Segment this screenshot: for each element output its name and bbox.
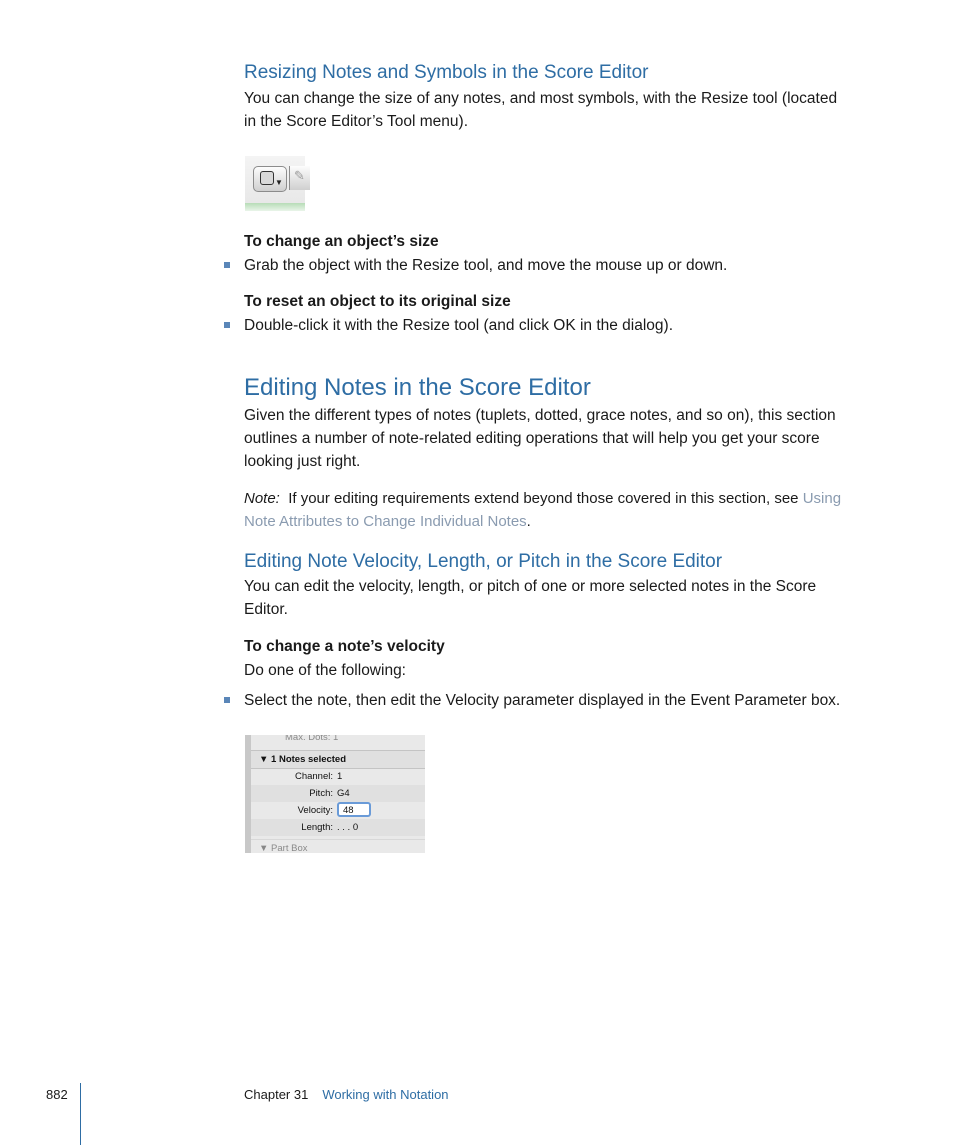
editing-notes-intro-line1: Given the different types of notes (tuplets, dotted, grace notes, and so on), this section (244, 407, 836, 424)
note-link-part1[interactable]: Using (802, 490, 842, 507)
velocity-intro (244, 575, 884, 621)
section-heading-velocity: Editing Note Velocity, Length, or Pitch in the Score Editor (244, 551, 723, 572)
ep-label-velocity: Velocity: (297, 805, 333, 816)
task-change-size: To change an object’s size (244, 233, 439, 250)
resizing-intro-line2: in the Score Editor’s Tool menu). (244, 113, 469, 130)
ep-value-channel: 1 (337, 771, 343, 782)
editing-notes-intro (244, 404, 884, 473)
chevron-down-icon: ▼ (275, 178, 283, 187)
editing-notes-intro-line3: looking just right. (244, 453, 361, 470)
ep-row-channel[interactable] (251, 768, 425, 785)
footer-divider (80, 1083, 81, 1145)
task-change-velocity: To change a note’s velocity (244, 638, 445, 655)
ep-row-length[interactable] (251, 819, 425, 836)
section-heading-editing-notes: Editing Notes in the Score Editor (244, 374, 591, 401)
ep-part-box-title: ▼ Part Box (259, 843, 308, 853)
resizing-intro-line1: You can change the size of any notes, and most symbols, with the Resize tool (located (244, 90, 838, 107)
ep-velocity-field[interactable]: 48 (337, 802, 371, 817)
resizing-intro (244, 87, 884, 133)
ep-row-velocity[interactable] (251, 802, 425, 819)
note-paragraph (244, 487, 884, 533)
resize-tool-screenshot (245, 156, 305, 211)
note-text: If your editing requirements extend beyond those covered in this section, see (288, 490, 799, 507)
footer-chapter (244, 1087, 449, 1102)
pencil-icon: ✎ (294, 168, 305, 183)
step-velocity-text: Select the note, then edit the Velocity parameter displayed in the Event Parameter box. (244, 692, 841, 709)
event-parameter-box (245, 735, 425, 853)
resize-tool-icon (260, 171, 274, 185)
ep-label-pitch: Pitch: (309, 788, 333, 799)
step-change-size-text: Grab the object with the Resize tool, and move the mouse up or down. (244, 257, 728, 274)
page-number: 882 (46, 1087, 68, 1102)
ep-value-length: . . . 0 (337, 822, 359, 833)
note-period: . (526, 513, 531, 530)
velocity-intro-line1: You can edit the velocity, length, or pitch of one or more selected notes in the Score (244, 578, 817, 595)
bullet-icon (224, 262, 230, 268)
ep-section-notes-selected[interactable] (251, 750, 425, 769)
next-tool-button[interactable] (289, 166, 310, 190)
footer-section-link[interactable]: Working with Notation (322, 1087, 449, 1102)
step-reset-size-text: Double-click it with the Resize tool (and click OK in the dialog). (244, 317, 674, 334)
velocity-intro-line2: Editor. (244, 601, 288, 618)
bullet-icon (224, 697, 230, 703)
ep-label-channel: Channel: (294, 771, 333, 782)
ep-max-dots: Max. Dots: 1 (285, 735, 339, 743)
section-heading-resizing: Resizing Notes and Symbols in the Score Editor (244, 62, 649, 83)
note-label: Note: (244, 490, 280, 507)
resize-tool-button[interactable] (253, 166, 287, 192)
ep-row-pitch[interactable] (251, 785, 425, 802)
ep-row-max-dots (251, 735, 425, 746)
note-link-part2[interactable]: Note Attributes to Change Individual Notes (244, 513, 527, 530)
task-reset-size: To reset an object to its original size (244, 293, 511, 310)
bullet-icon (224, 322, 230, 328)
ep-section-title: ▼ 1 Notes selected (259, 754, 347, 765)
toolbar-green-bar (245, 203, 305, 211)
ep-value-pitch: G4 (337, 788, 350, 799)
task-velocity-sub: Do one of the following: (244, 662, 406, 679)
ep-label-length: Length: (301, 822, 333, 833)
footer-chapter-label: Chapter 31 (244, 1087, 309, 1102)
editing-notes-intro-line2: outlines a number of note-related editing operations that will help you get your score (244, 430, 820, 447)
ep-section-part-box[interactable] (251, 839, 425, 853)
